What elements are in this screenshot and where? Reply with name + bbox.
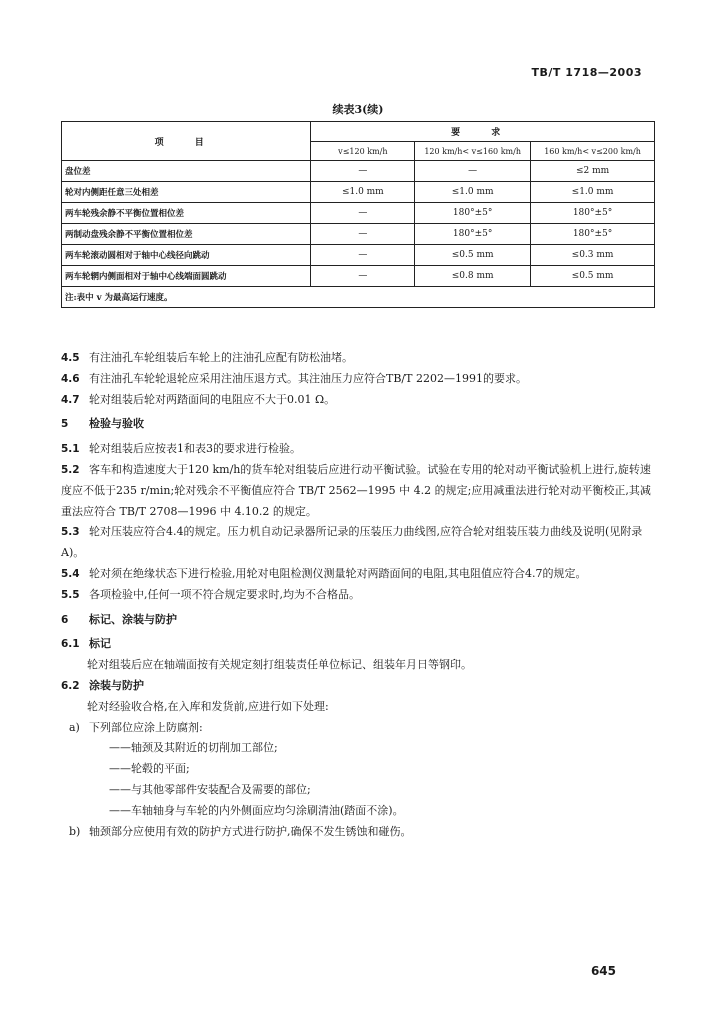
- section-title: 标记: [89, 637, 111, 651]
- row-value-3: ≤0.3 mm: [531, 245, 655, 266]
- clause-4-5: [61, 348, 661, 369]
- row-value-1: ≤1.0 mm: [311, 182, 415, 203]
- header-item: 项 目: [62, 122, 311, 161]
- clause-number: 4.7: [61, 393, 80, 406]
- clause-5-4: [61, 564, 661, 585]
- table-note: 注:表中 v 为最高运行速度。: [62, 287, 655, 308]
- row-value-3: ≤2 mm: [531, 161, 655, 182]
- page-number: 645: [590, 964, 616, 978]
- section-6-2-heading: [61, 676, 661, 697]
- clause-6-1: 轮对组装后应在轴端面按有关规定刻打组装责任单位标记、组装年月日等钢印。: [87, 658, 472, 672]
- row-value-1: —: [311, 266, 415, 287]
- row-item: 轮对内侧距任意三处相差: [62, 182, 311, 203]
- header-speed-3: 160 km/h< v≤200 km/h: [531, 142, 655, 161]
- row-value-2: ≤1.0 mm: [415, 182, 531, 203]
- list-item: ——轴颈及其附近的切削加工部位;: [109, 741, 278, 755]
- row-value-2: 180°±5°: [415, 224, 531, 245]
- row-item: 盘位差: [62, 161, 311, 182]
- clause-text: 轮对组装后轮对两踏面间的电阻应不大于0.01 Ω。: [89, 392, 336, 406]
- clause-number: 5.3: [61, 526, 80, 539]
- item-b: [61, 822, 661, 843]
- section-number: 5: [61, 418, 69, 431]
- section-title: 标记、涂装与防护: [89, 612, 177, 626]
- item-text: 下列部位应涂上防腐剂:: [89, 720, 203, 734]
- table-title: 续表3(续): [332, 103, 384, 116]
- row-value-3: 180°±5°: [531, 203, 655, 224]
- row-item: 两车轮残余静不平衡位置相位差: [62, 203, 311, 224]
- item-text: 轴颈部分应使用有效的防护方式进行防护,确保不发生锈蚀和碰伤。: [89, 824, 412, 838]
- section-title: 涂装与防护: [89, 678, 144, 692]
- item-label: b): [69, 824, 81, 838]
- clause-text: 轮对组装后应按表1和表3的要求进行检验。: [89, 442, 301, 456]
- clause-5-2: [61, 460, 661, 522]
- clause-4-7: [61, 390, 661, 411]
- list-item: ——车轴轴身与车轮的内外侧面应均匀涂刷清油(踏面不涂)。: [109, 803, 404, 817]
- row-item: 两车轮辋内侧面相对于轴中心线端面圆跳动: [62, 266, 311, 287]
- document-body: [61, 348, 661, 842]
- section-number: 6.1: [61, 638, 80, 651]
- row-value-3: ≤0.5 mm: [531, 266, 655, 287]
- row-value-2: ≤0.8 mm: [415, 266, 531, 287]
- list-item: ——与其他零部件安装配合及需要的部位;: [109, 782, 311, 796]
- clause-text: 各项检验中,任何一项不符合规定要求时,均为不合格品。: [89, 587, 360, 601]
- item-label: a): [69, 720, 80, 734]
- clause-number: 5.5: [61, 588, 80, 601]
- row-value-1: —: [311, 203, 415, 224]
- clause-number: 4.6: [61, 372, 80, 385]
- row-value-1: —: [311, 224, 415, 245]
- clause-4-6: [61, 369, 661, 390]
- table-row: [62, 224, 655, 245]
- row-item: 两车轮滚动圆相对于轴中心线径向跳动: [62, 245, 311, 266]
- table-header-row: [62, 122, 655, 142]
- requirements-table: [61, 121, 655, 308]
- row-value-1: —: [311, 245, 415, 266]
- clause-5-5: [61, 585, 661, 606]
- row-value-2: —: [415, 161, 531, 182]
- table-row: [62, 161, 655, 182]
- section-number: 6.2: [61, 679, 80, 692]
- table-row: [62, 266, 655, 287]
- section-title: 检验与验收: [89, 417, 144, 431]
- clause-text: 有注油孔车轮轮退轮应采用注油压退方式。其注油压力应符合TB/T 2202—1991的要求。: [89, 371, 527, 385]
- header-requirement: 要 求: [311, 122, 655, 142]
- table-row: [62, 203, 655, 224]
- section-5-heading: [61, 414, 661, 435]
- clause-text: 客车和构造速度大于120 km/h的货车轮对组装后应进行动平衡试验。试验在专用的轮对动平衡试验机上进行,旋转速度应不低于235 r/min;轮对残余不平衡值应符合 TB/T 2562—1995 中 4.2 的规定;应用减重法进行轮对动平衡校正,其减重法应符合 TB/T 2708—1996 中 4.10.2 的规定。: [61, 462, 651, 518]
- clause-number: 5.2: [61, 463, 80, 476]
- section-6-1-heading: [61, 634, 661, 655]
- clause-text: 有注油孔车轮组装后车轮上的注油孔应配有防松油堵。: [89, 351, 353, 364]
- row-value-3: ≤1.0 mm: [531, 182, 655, 203]
- clause-number: 4.5: [61, 352, 80, 364]
- list-item: ——轮毂的平面;: [109, 762, 190, 776]
- table-row: [62, 182, 655, 203]
- row-value-2: ≤0.5 mm: [415, 245, 531, 266]
- row-item: 两制动盘残余静不平衡位置相位差: [62, 224, 311, 245]
- clause-5-3: [61, 522, 661, 564]
- clause-number: 5.1: [61, 443, 80, 456]
- clause-text: 轮对压装应符合4.4的规定。压力机自动记录器所记录的压装压力曲线图,应符合轮对组装压装力曲线及说明(见附录 A)。: [61, 525, 643, 560]
- section-6-heading: [61, 610, 661, 631]
- row-value-1: —: [311, 161, 415, 182]
- row-value-2: 180°±5°: [415, 203, 531, 224]
- header-speed-1: v≤120 km/h: [311, 142, 415, 161]
- header-speed-2: 120 km/h< v≤160 km/h: [415, 142, 531, 161]
- clause-5-1: [61, 439, 661, 460]
- table-row: [62, 245, 655, 266]
- clause-text: 轮对须在绝缘状态下进行检验,用轮对电阻检测仪测量轮对两踏面间的电阻,其电阻值应符合4.7的规定。: [89, 566, 587, 580]
- clause-6-2: 轮对经验收合格,在入库和发货前,应进行如下处理:: [87, 699, 329, 713]
- clause-number: 5.4: [61, 567, 80, 580]
- standard-number: TB/T 1718—2003: [531, 66, 642, 79]
- row-value-3: 180°±5°: [531, 224, 655, 245]
- table-note-row: [62, 287, 655, 308]
- section-number: 6: [61, 613, 69, 626]
- item-a: [61, 718, 661, 739]
